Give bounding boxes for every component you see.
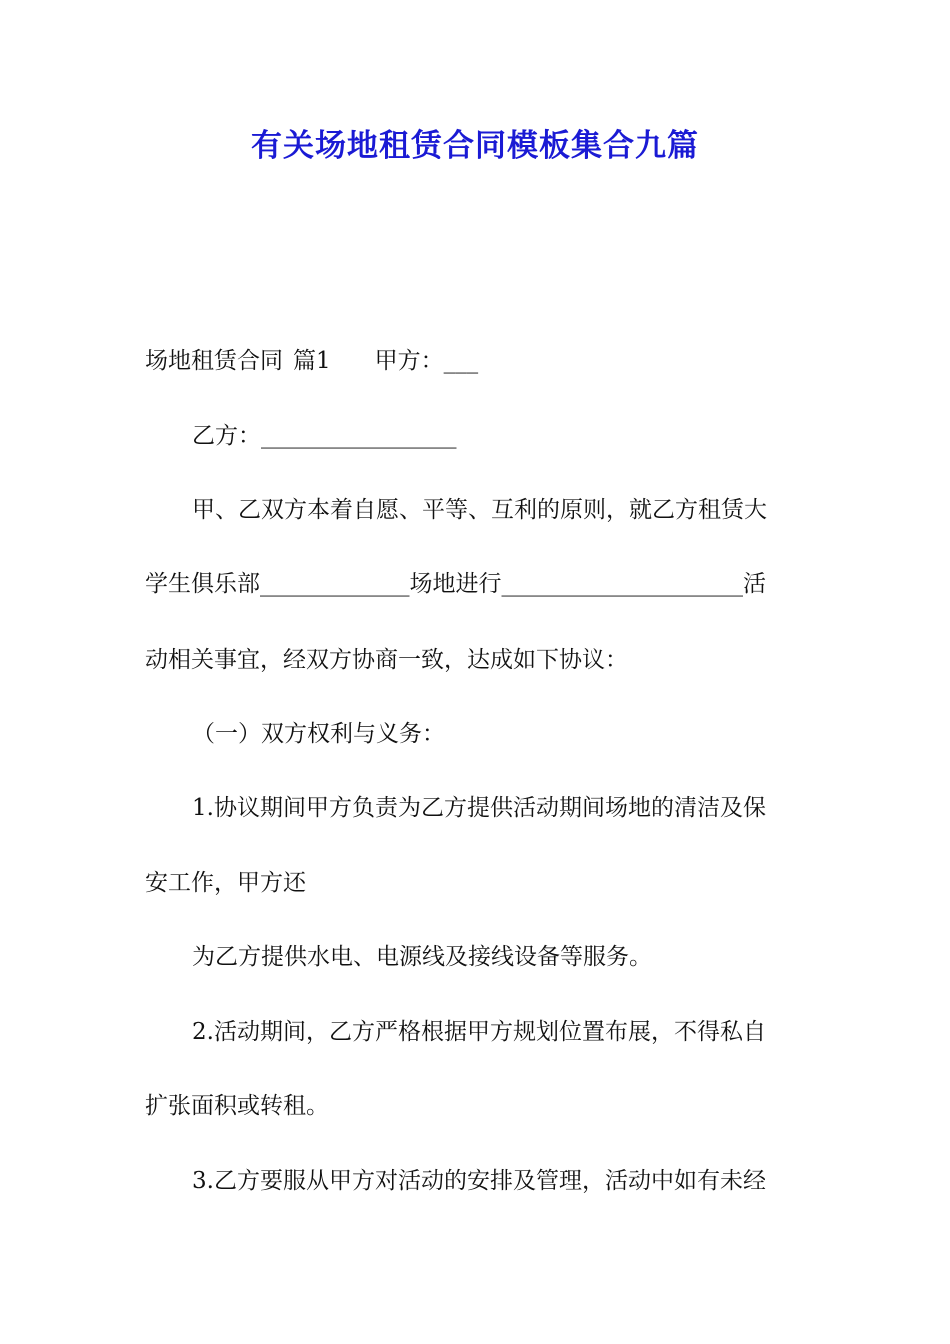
clause-line: 2.活动期间，乙方严格根据甲方规划位置布展，不得私自 [192, 1019, 766, 1045]
clause-line: 为乙方提供水电、电源线及接线设备等服务。 [192, 944, 652, 970]
party-a-field: 甲方：___ [374, 348, 479, 374]
clause-line: 1.协议期间甲方负责为乙方提供活动期间场地的清洁及保 [192, 795, 766, 821]
clause-line: 3.乙方要服从甲方对活动的安排及管理，活动中如有未经 [192, 1168, 766, 1194]
section-heading: （一）双方权利与义务： [192, 721, 445, 747]
contract-name: 场地租赁合同 [145, 348, 283, 374]
clause-line: 安工作，甲方还 [145, 870, 306, 896]
party-b-field: 乙方：_________________ [192, 423, 457, 449]
paragraph-line: 动相关事宜，经双方协商一致，达成如下协议： [145, 647, 628, 673]
clause-line: 扩张面积或转租。 [145, 1093, 329, 1119]
contract-heading-line [145, 346, 815, 376]
paragraph-line: 学生俱乐部_____________场地进行_____________________活 [145, 571, 766, 597]
document-title: 有关场地租赁合同模板集合九篇 [251, 128, 699, 164]
paragraph-line: 甲、乙双方本着自愿、平等、互利的原则，就乙方租赁大 [192, 497, 767, 523]
contract-part-number: 篇1 [293, 348, 331, 374]
